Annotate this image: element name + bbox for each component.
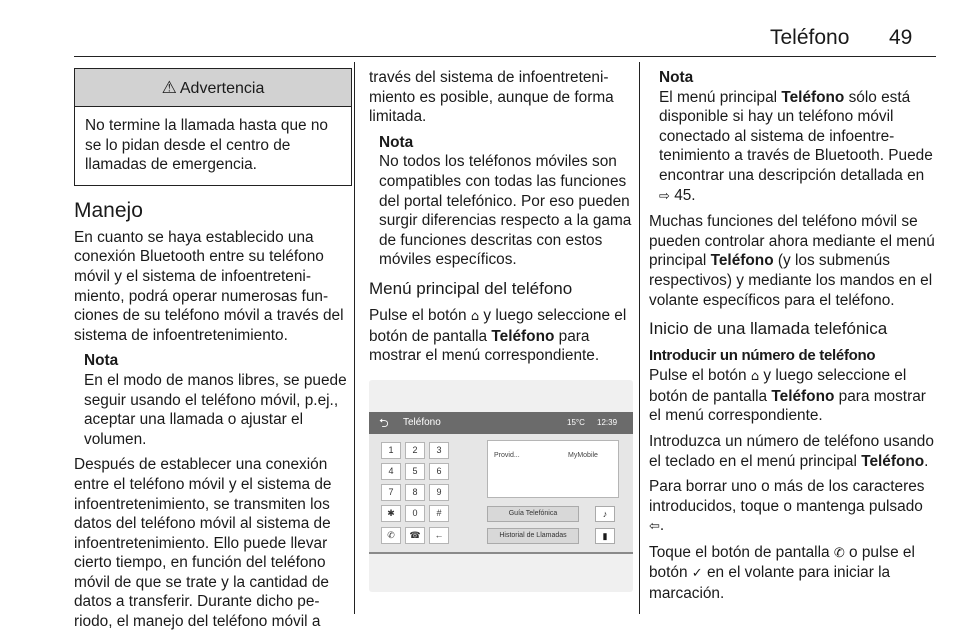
screen-title-bar xyxy=(369,412,633,434)
keypad-key: 8 xyxy=(405,484,425,501)
section-heading: Inicio de una llamada telefónica xyxy=(649,319,888,339)
backspace-icon: ⇦ xyxy=(649,519,660,535)
keypad-key: 6 xyxy=(429,463,449,480)
call-icon: ✆ xyxy=(381,527,401,544)
note-text: No todos los teléfonos móviles son compatibles con todas las funciones del portal telefónico. Por eso pueden surgir diferencias respecto a la gama de funciones descritas con estos móviles específicos. xyxy=(379,153,632,269)
screen-title: Teléfono xyxy=(403,416,441,428)
home-icon: ⌂ xyxy=(750,369,760,385)
keypad-key: 3 xyxy=(429,442,449,459)
keypad-key: 4 xyxy=(381,463,401,480)
hang-up-icon: ☎ xyxy=(405,527,425,544)
home-icon: ⌂ xyxy=(470,308,480,324)
column-3 xyxy=(649,68,936,610)
call-icon: ✆ xyxy=(833,545,845,561)
paragraph: En cuanto se haya establecido una conexión Bluetooth entre su teléfono móvil y el sistema de infoentretenimiento, podrá operar numerosas funciones de su teléfono móvil a través del sistema de infoentretenimiento. xyxy=(74,228,344,344)
phonebook-button: Guía Telefónica xyxy=(487,506,579,522)
call-history-button: Historial de Llamadas xyxy=(487,528,579,544)
page-ref-icon: ⇨ xyxy=(659,188,670,204)
keypad-key: 0 xyxy=(405,505,425,522)
screen-temperature: 15°C xyxy=(567,417,585,427)
paragraph: Toque el botón de pantalla ✆ o pulse el botón ✓ en el volante para iniciar la marcación. xyxy=(649,543,915,603)
voice-icon: ♪ xyxy=(595,506,615,522)
warning-title: Advertencia xyxy=(179,80,265,97)
provider-label: Provid... xyxy=(494,451,520,459)
section-heading: Menú principal del teléfono xyxy=(369,278,573,298)
column-2 xyxy=(369,68,633,592)
provider-box xyxy=(487,440,619,498)
paragraph: Para borrar uno o más de los caracteres introducidos, toque o mantenga pulsado ⇦. xyxy=(649,478,925,535)
note-title: Nota xyxy=(659,69,694,86)
warning-header xyxy=(75,69,351,107)
note xyxy=(649,68,936,206)
speaker-icon: ▮ xyxy=(595,528,615,544)
keypad-key: 5 xyxy=(405,463,425,480)
screen-panel xyxy=(369,434,633,554)
warning-icon: ⚠ xyxy=(161,78,177,97)
column-1 xyxy=(74,68,352,638)
warning-box xyxy=(74,68,352,186)
header-rule xyxy=(74,56,936,57)
note xyxy=(74,351,352,449)
back-icon: ⮌ xyxy=(379,415,389,430)
note-title: Nota xyxy=(379,133,414,151)
note-text: El menú principal Teléfono sólo está disponible si hay un teléfono móvil conectado al sistema de infoentretenimiento a través de Bluetooth. Puede encontrar una descripción detallada en ⇨ 45. xyxy=(659,88,933,204)
note-title: Nota xyxy=(84,352,119,370)
note xyxy=(369,133,633,270)
note-text: En el modo de manos libres, se puede seguir usando el teléfono móvil, p.ej., aceptar una llamada o ajustar el volumen. xyxy=(84,371,347,448)
keypad-key: 1 xyxy=(381,442,401,459)
subsection-heading: Introducir un número de teléfono xyxy=(649,347,876,365)
column-divider xyxy=(639,62,640,614)
paragraph: Introduzca un número de teléfono usando el teclado en el menú principal Teléfono. xyxy=(649,432,934,470)
keypad-key: 2 xyxy=(405,442,425,459)
warning-text: No termine la llamada hasta que no se lo pidan desde el centro de llamadas de emergencia. xyxy=(85,117,328,174)
page-number: 49 xyxy=(889,26,913,49)
backspace-icon: ← xyxy=(429,527,449,544)
column-divider xyxy=(354,62,355,614)
paragraph: través del sistema de infoentretenimiento es posible, aunque de forma limitada. xyxy=(369,69,614,126)
mobile-label: MyMobile xyxy=(568,451,598,459)
phone-screen-image xyxy=(369,380,633,592)
keypad-key: 9 xyxy=(429,484,449,501)
screen-time: 12:39 xyxy=(597,417,618,427)
paragraph: Pulse el botón ⌂ y luego seleccione el botón de pantalla Teléfono para mostrar el menú correspondiente. xyxy=(369,306,627,365)
section-heading: Manejo xyxy=(74,198,143,222)
steering-call-icon: ✓ xyxy=(691,566,703,582)
paragraph: Después de establecer una conexión entre el teléfono móvil y el sistema de infoentretenimiento, se transmiten los datos del teléfono móvil al sistema de infoentretenimiento. Ello puede llevar cierto tiempo, en función del teléfono móvil de que se trate y la cantidad de datos a transferir. Durante dicho periodo, el manejo del teléfono móvil a xyxy=(74,456,332,631)
running-header-title: Teléfono xyxy=(770,26,850,49)
keypad-key: 7 xyxy=(381,484,401,501)
keypad-key: ✱ xyxy=(381,505,401,522)
keypad-key: # xyxy=(429,505,449,522)
paragraph: Muchas funciones del teléfono móvil se pueden controlar ahora mediante el menú principal Teléfono (y los submenús respectivos) y mediante los mandos en el volante específicos para el teléfono. xyxy=(649,213,935,309)
paragraph: Pulse el botón ⌂ y luego seleccione el botón de pantalla Teléfono para mostrar el menú correspondiente. xyxy=(649,367,926,425)
